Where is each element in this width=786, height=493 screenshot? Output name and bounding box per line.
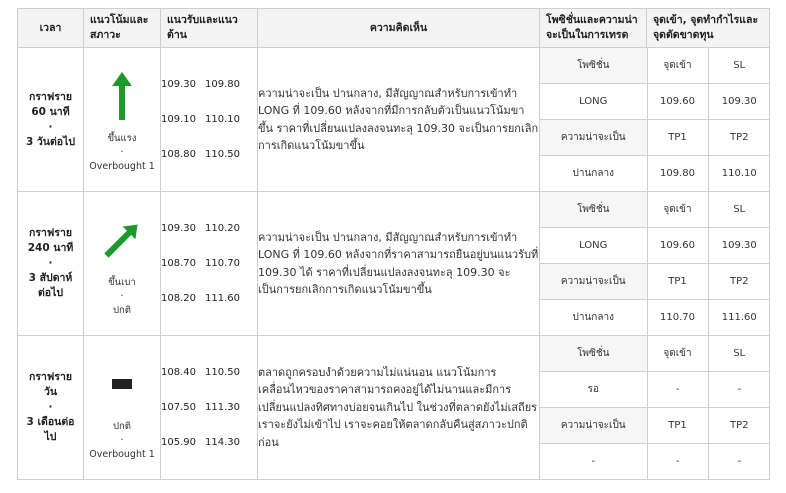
resistance-level: 110.50 — [205, 367, 240, 378]
comment-cell: ความน่าจะเป็น ปานกลาง, มีสัญญาณสำหรับการเข้าทำ LONG ที่ 109.60 หลังจากที่มีการกลับตัวเป็นแนวโน้มขาขึ้น ราคาที่เปลี่ยนแปลงลงจนทะลุ 109.30 จะเป็นการยกเลิกการเกิดแนวโน้มขาขึ้น — [258, 48, 540, 192]
levels-cell — [161, 192, 258, 336]
support-level: 109.10 — [161, 114, 196, 125]
flat-dash-icon — [84, 354, 160, 414]
support-level: 109.30 — [161, 223, 196, 234]
arrow-up-right-icon — [84, 210, 160, 270]
support-level: 105.90 — [161, 437, 196, 448]
support-level: 108.20 — [161, 293, 196, 304]
table-row — [18, 48, 770, 192]
table-header-row — [18, 9, 770, 48]
header-position: โพซิชั่นและความน่าจะเป็นในการเทรด — [540, 9, 647, 48]
table-row — [18, 336, 770, 480]
timeframe-cell: กราฟราย วัน · 3 เดือนต่อ ไป — [18, 336, 84, 480]
support-level: 107.50 — [161, 402, 196, 413]
header-comment: ความคิดเห็น — [258, 9, 540, 48]
header-levels: แนวรับและแนวต้าน — [161, 9, 258, 48]
header-time: เวลา — [18, 9, 84, 48]
position-grid-cell — [540, 192, 770, 336]
trend-label: ขึ้นเบา — [108, 276, 136, 288]
position-grid: โพซิชั่น จุดเข้า SL LONG 109.60 109.30 ความน่าจะเป็น TP1 TP2 ปานกลาง 110.70 111.60 — [540, 192, 770, 335]
resistance-level: 110.70 — [205, 258, 240, 269]
forecast-table — [17, 8, 770, 480]
resistance-level: 110.10 — [205, 114, 240, 125]
resistance-level: 110.20 — [205, 223, 240, 234]
trend-cell: ปกติ · Overbought 1 — [84, 336, 161, 480]
comment-cell: ความน่าจะเป็น ปานกลาง, มีสัญญาณสำหรับการเข้าทำ LONG ที่ 109.60 หลังจากที่ราคาสามารถยืนอยู่บนแนวรับที่ 109.30 ได้ ราคาที่เปลี่ยนแปลงลงจนทะลุ 109.30 จะเป็นการยกเลิกการเกิดแนวโน้มขาขึ้น — [258, 192, 540, 336]
timeframe-cell: กราฟราย 240 นาที · 3 สัปดาห์ ต่อไป — [18, 192, 84, 336]
header-trend: แนวโน้มและสภาวะ — [84, 9, 161, 48]
position-grid: โพซิชั่น จุดเข้า SL รอ - - ความน่าจะเป็น TP1 TP2 - - - — [540, 336, 770, 479]
condition-label: ปกติ — [113, 304, 131, 316]
trend-cell: ขึ้นเบา · ปกติ — [84, 192, 161, 336]
resistance-level: 111.60 — [205, 293, 240, 304]
position-grid: โพซิชั่น จุดเข้า SL LONG 109.60 109.30 ความน่าจะเป็น TP1 TP2 ปานกลาง 109.80 110.10 — [540, 48, 770, 191]
support-level: 108.70 — [161, 258, 196, 269]
trend-cell: ขึ้นแรง · Overbought 1 — [84, 48, 161, 192]
forecast-table-wrapper — [17, 8, 769, 480]
support-level: 109.30 — [161, 79, 196, 90]
resistance-level: 110.50 — [205, 149, 240, 160]
condition-label: Overbought 1 — [89, 448, 155, 460]
levels-cell — [161, 336, 258, 480]
position-grid-cell — [540, 336, 770, 480]
resistance-level: 109.80 — [205, 79, 240, 90]
levels-cell — [161, 48, 258, 192]
support-level: 108.80 — [161, 149, 196, 160]
condition-label: Overbought 1 — [89, 160, 155, 172]
trend-label: ขึ้นแรง — [107, 132, 137, 144]
support-level: 108.40 — [161, 367, 196, 378]
resistance-level: 111.30 — [205, 402, 240, 413]
position-grid-cell — [540, 48, 770, 192]
arrow-up-icon — [84, 66, 160, 126]
trend-label: ปกติ — [113, 420, 131, 432]
resistance-level: 114.30 — [205, 437, 240, 448]
timeframe-cell: กราฟราย 60 นาที · 3 วันต่อไป — [18, 48, 84, 192]
comment-cell: ตลาดถูกครอบงำด้วยความไม่แน่นอน แนวโน้มการเคลื่อนไหวของราคาสามารถคงอยู่ได้ไม่นานและมีการเปลี่ยนแปลงทิศทางบ่อยจนเกินไป ในช่วงที่ตลาดยังไม่เสถียรเราจะยังไม่เข้าไป เราจะคอยให้ตลาดกลับคืนสู่สภาวะปกติก่อน — [258, 336, 540, 480]
header-targets: จุดเข้า, จุดทำกำไรและจุดตัดขาดทุน — [647, 9, 770, 48]
table-row — [18, 192, 770, 336]
